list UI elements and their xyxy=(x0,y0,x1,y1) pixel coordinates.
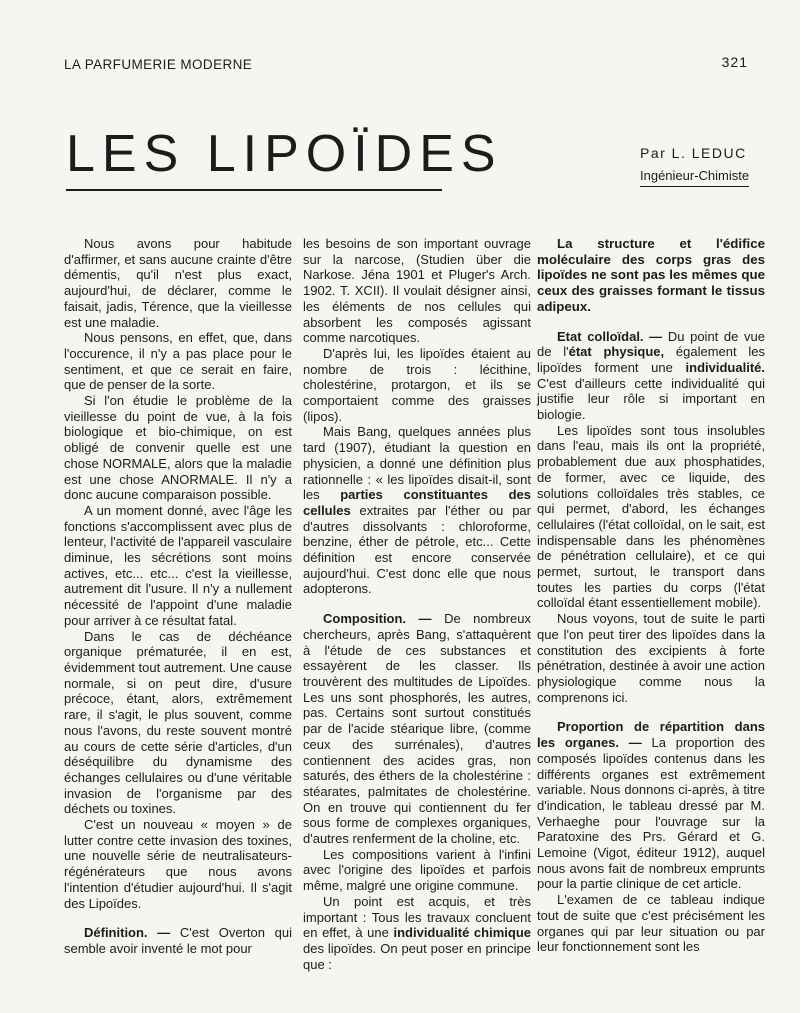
paragraph: Nous avons pour habitude d'affirmer, et sans aucune crainte d'être démentis, qu'il n'est plus exact, aujourd'hui, de déclarer, comme le faisait, jadis, Térence, que la vieillesse est une maladie. xyxy=(64,236,292,330)
page-number: 321 xyxy=(721,54,748,70)
section-heading-definition: Définition. — xyxy=(84,925,171,941)
paragraph: Dans le cas de déchéance organique prématurée, il en est, évidemment tout autrement. Une cause normale, si on peut dire, d'usure précoce, étant, alors, extrêmement rare, il s'agit, le plus souvent, comme nous l'avons, du reste souvent montré au cours de cette série d'articles, d'un déséquilibre du dynamisme des échanges cellulaires ou d'une véritable invasion de l'organisme par des déchets ou toxines. xyxy=(64,628,292,817)
paragraph-text: De nombreux chercheurs, après Bang, s'attaquèrent à l'étude de ces substances et essayèrent de les classer. Ils trouvèrent des multitudes de Lipoïdes. Les uns sont phosphorés, les autres, pas. Certains sont surtout constitués par de l'acide stéarique libre, (comme ceux des surrénales), d'autres contiennent des acides gras, non saturés, des éthers de la cholestérine : stéarates, palmitates de cholestérine. On en trouve qui contiennent du fer sous forme de complexes organiques, d'autres renferment de la choline, etc. xyxy=(303,611,531,847)
article-title: LES LIPOÏDES xyxy=(66,125,503,183)
paragraph: Nous pensons, en effet, que, dans l'occurence, il n'y a pas place pour le sentiment, et que ce serait en faire, que de penser de la sorte. xyxy=(64,330,292,393)
paragraph: les besoins de son important ouvrage sur la narcose, (Studien über die Narkose. Jéna 1901 et Pluger's Arch. 1902. T. XCII). Il voulait désigner ainsi, les éléments de nos cellules qui absorbent les composés agissant comme narcotiques. xyxy=(303,236,531,346)
author-title: Ingénieur-Chimiste xyxy=(640,168,749,187)
paragraph-text: La proportion des composés lipoïdes contenus dans les différents organes est extrêmement variable. Nous donnons ci-après, à titre d'indication, le tableau dressé par M. Verhaeghe pour l'ouvrage sur la Paratoxine des Prs. Gérard et G. Lemoine (Vigot, éditeur 1912), auquel nous avons fait de nombreux emprunts pour la partie clinique de cet article. xyxy=(537,735,766,892)
paragraph xyxy=(303,424,531,597)
section-heading-proportion: Proportion de répartition dans les organes. — xyxy=(537,719,765,751)
paragraph-text: Mais Bang, quelques années plus tard (1907), étudiant la question en physicien, a donné une définition plus rationnelle : « les lipoïdes disait-il, sont les xyxy=(303,424,531,503)
paragraph: A un moment donné, avec l'âge les fonctions s'accomplissent avec plus de lenteur, l'activité de l'appareil vasculaire diminue, les sécrétions sont moins actives, etc... etc... c'est la vieillesse, autrement dit l'usure. Il n'y a nullement nécessité de l'appoint d'une maladie pour arriver à ce résultat fatal. xyxy=(64,502,292,628)
paragraph: L'examen de ce tableau indique tout de suite que c'est précisément les organes qui par leur situation ou par leur fonctionnement sont les xyxy=(537,892,765,955)
emphasis: individualité. xyxy=(685,359,765,375)
definition-paragraph xyxy=(64,925,292,956)
column-2 xyxy=(303,236,531,972)
paragraph: Nous voyons, tout de suite le parti que l'on peut tirer des lipoïdes dans la constitution des excipients à forte pénétration, destinée à avoir une action physiologique comme nous la comprenons ici. xyxy=(537,611,765,705)
paragraph: D'après lui, les lipoïdes étaient au nombre de trois : lécithine, cholestérine, protargon, et ils se comportaient comme des graisses (lipos). xyxy=(303,345,531,424)
emphasis: individualité chimique xyxy=(393,925,531,941)
principle-statement: La structure et l'édifice moléculaire des corps gras des lipoïdes ne sont pas les mêmes que ceux des graisses formant le tissus adipeux. xyxy=(537,236,765,314)
paragraph: Si l'on étudie le problème de la vieillesse du point de vue, à la fois biologique et bio-chimique, on est obligé de convenir quelle est une chose NORMALE, alors que la maladie est une chose ANORMALE. Il n'y a donc aucune comparaison possible. xyxy=(64,393,292,503)
proportion-paragraph xyxy=(537,719,765,892)
paragraph-text: Un point est acquis, et très important : Tous les travaux concluent en effet, à une xyxy=(303,893,531,941)
section-heading-composition: Composition. — xyxy=(323,611,432,627)
paragraph-text: Du point de vue de l' xyxy=(537,328,765,360)
composition-paragraph xyxy=(303,611,531,847)
paragraph-text: C'est d'ailleurs cette individualité qui justifie leur rôle si important en biologie. xyxy=(537,375,765,423)
paragraph: C'est un nouveau « moyen » de lutter contre cette invasion des toxines, une nouvelle série de neutralisateurs-régénérateurs que nous avons l'intention d'étudier aujourd'hui. Il s'agit des Lipoïdes. xyxy=(64,817,292,911)
section-heading-colloid: Etat colloïdal. — xyxy=(557,328,663,344)
paragraph-text: également les lipoïdes forment une xyxy=(537,344,765,375)
paragraph-text: extraites par l'éther ou par d'autres dissolvants : chloroforme, benzine, éther de pétrole, etc... Cette définition est encore conservée aujourd'hui. C'est donc elle que nous adopterons. xyxy=(303,502,531,597)
paragraph xyxy=(303,894,531,973)
running-head: LA PARFUMERIE MODERNE xyxy=(64,57,253,72)
paragraph-text: des lipoïdes. On peut poser en principe que : xyxy=(303,940,531,972)
byline: Par L. LEDUC xyxy=(640,145,747,161)
column-1 xyxy=(64,236,292,957)
column-3 xyxy=(537,236,765,955)
paragraph: Les compositions varient à l'infini avec l'origine des lipoïdes et parfois même, malgré une origine commune. xyxy=(303,846,531,894)
paragraph-text: C'est Overton qui semble avoir inventé le mot pour xyxy=(64,925,292,956)
colloid-paragraph xyxy=(537,329,765,423)
emphasis: parties constituantes des cellules xyxy=(303,487,531,518)
title-rule xyxy=(66,189,442,191)
emphasis: état physique, xyxy=(568,344,665,360)
paragraph: Les lipoïdes sont tous insolubles dans l'eau, mais ils ont la propriété, probablement due aux phosphatides, de former, avec ce liquide, des solutions colloïdales très stables, ce qui permet, d'abord, les échanges cellulaires (l'état colloïdal, on le sait, est indispensable dans les phénomènes de pénétration cellulaire), et ce qui permet, surtout, le transport dans toutes les parties du corps (l'état colloïdal étant essentiellement mobile). xyxy=(537,422,765,611)
